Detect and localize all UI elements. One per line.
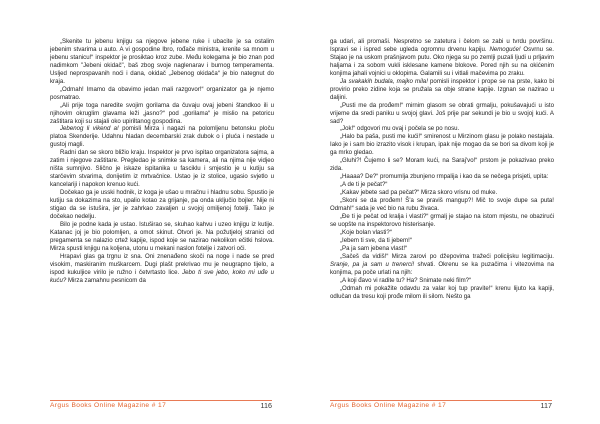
paragraph-text: Radni dan se skoro bližio kraju. Inspektor je prvo ispitao organizatora sajma, a zatim i njegove zaštitare. Pregledao je snimke sa kamera, ali na njima nije vidjeo ništa sumnjivo. Slično je iskaze ispitanika u fasciklu i smjestio je u kutiju sa starčevim stvarima, donijetim iz mrtvačnice. Ustao je iz stolice, ugasio svjetlo u kancelariji i napokon krenuo kući.: [50, 149, 274, 189]
italic-phrase: Ja svakakih budala, majko mila!: [340, 77, 428, 85]
paragraph: [330, 213, 554, 229]
italic-phrase: Jebenog li vikend a!: [60, 125, 119, 133]
paragraph: [330, 277, 554, 285]
paragraph: [330, 229, 554, 237]
paragraph: [330, 197, 554, 213]
italic-phrase: Sranje, pa ja sam u trenerci!: [330, 260, 415, 268]
paragraph: [50, 86, 274, 102]
paragraph: [330, 78, 554, 102]
paragraph-text: „A koji đavo vi radite tu? Ha? Snimate neki film?“: [340, 276, 472, 284]
paragraph-text: „Đe ti je pečat od kralja i vlasti?“ grmalj je stajao na istom mjestu, ne obazirući se uopšte na inspektorovo histerisanje.: [330, 212, 554, 228]
paragraph-text: „Pa ja sam jebena vlast!“: [340, 244, 408, 252]
paragraph-text: „Kakav jebete sad pa pečat?“ Mirza skoro vrisnu od muke.: [340, 189, 498, 197]
paragraph: [330, 157, 554, 173]
paragraph: [330, 189, 554, 197]
paragraph-text: pomisli inspektor i prope se na prste, kako bi provirio preko zidine koja se pružala sa obje strane kapije. Izgnan se nazirao u daljini.: [330, 77, 554, 101]
paragraph: [330, 181, 554, 189]
page-number: 117: [540, 401, 552, 410]
paragraph: [330, 237, 554, 245]
paragraph-text: „Halo ba paša, pusti me kući!“ smirenost u Mirzinom glasu je polako nestajala. Iako je i sam bio izrazito visok i krupan, ipak nije mogao da se bori sa divom koji je ga mrko gledao.: [330, 133, 554, 157]
italic-phrase: Nemoguće!: [489, 45, 521, 53]
paragraph-text: Bilo je podne kada je ustao. Istuširao se, skuhao kahvu i uzeo knjigu iz kutije. Katanac joj je bio polomljen, a omot skinut. Otvori je. Na požutjeloj stranici od pregamenta se nalazio crtež kapije, ispod koje se nazirao nekolikon ečitki hslova. Mirza spusti knjigu na koljena, utonu u mekani naslon fotelje i zatvori oči.: [50, 220, 274, 252]
paragraph: [330, 133, 554, 157]
paragraph-text: „Pusti me da prođem!“ mirnim glasom se obrati grmalju, pokušavajući u isto vrijeme da sredi paniku u svojoj glavi. Još prije par sekundi je bio u svojoj kući. A sad?: [330, 101, 554, 125]
paragraph: [50, 38, 274, 86]
paragraph-text: „Skenite tu jebenu knjigu sa njegove jebene ruke i ubacite je sa ostalim jebenim stvarima u auto. A vi gospodine Ibro, rođače ministra, krenite sa mnom u jebenu stanicu!“ inspektor je prosiktao kroz zube. Među kolegama je bio znan pod nadimkom "Jebeni okidač", baš zbog svoje naglenarav i burnog temperamenta. Usljed neprospavanih noći i dana, okidač „Jebenog okidača“ je bio nategnut do kraja.: [50, 38, 274, 85]
right-page: [300, 0, 600, 424]
paragraph: [330, 125, 554, 133]
left-page-text-column: [50, 38, 274, 394]
paragraph-text: Dočekao ga je usski hodnik, iz koga je ušao u mračnu i hladnu sobu. Spustio je kutiju sa dokazima na sto, upalio kotao za grijanje, pa onda uključio bojler. Nije ni stigao da se istušira, jer je zahrkao zavaljen u svojoj omiljenoj fotelji. Tako je dočekao nedelju.: [50, 189, 274, 220]
paragraph: [330, 245, 554, 253]
paragraph: [50, 221, 274, 253]
paragraph-text: „Odmah mi pokažite odavdu za valar koj tup pravite!“ krenu lijuto ka kapiji, odlučan da tresu koji prođe milom ili silom. Nešto ga: [330, 284, 554, 300]
paragraph: [50, 253, 274, 285]
paragraph-text: Osvrnu se. Stajao je na uskom prašnjavom putu. Oko njega su po zemlji puzali ljudi u prljavim haljama i za sobom vukli isklesane kamene blokove. Pored njih su na okićenim konjima jahali vojnici u oklopima. Galamili su i vitlali mačevima po zraku.: [330, 45, 554, 77]
paragraph: [50, 189, 274, 221]
right-page-text-column: [330, 38, 554, 394]
page-number: 116: [260, 401, 272, 410]
paragraph-text: „Ali prije toga naredite svojim gorilama da čuvaju ovaj jebeni štandkoo ili u njihovim okruglim glavama leži „jasno?“ pod „gorilama“ je mislio na petoricu zaštitara koji su stajali oko upiriltanog gospodina.: [50, 101, 274, 125]
paragraph: [50, 102, 274, 126]
paragraph-text: „Gluhi?! Čujemo li se? Moram kući, na Saraj'vo!“ prstom je pokazivao preko zida.: [330, 157, 554, 173]
paragraph-text: Hrapavi glas ga trgnu iz sna. Oni znenađeno skoči na noge i nade se pred visokim, maskiranim muškarcem. Dugi plašt prekrivao mu je neugrapno tijelo, a ispod kukuljice virilo je ružno i četvrtasto lice.: [50, 252, 274, 276]
magazine-name: Argus Books Online Magazine # 17: [330, 402, 447, 409]
right-page-footer: [330, 400, 552, 413]
paragraph: [50, 125, 274, 149]
paragraph: [330, 285, 554, 301]
paragraph: [330, 102, 554, 126]
italic-phrase: Jebo ti sve jebo, koko mi uđe u kuću?: [50, 268, 274, 284]
paragraph-text: „Odmah! Imamo da obavimo jedan mali razgovor!“ organizator ga je njemo posmatrao.: [50, 85, 274, 101]
paragraph-text: Mirza zamahnu pesnicom da: [66, 276, 146, 284]
paragraph-text: pomisli Mirza i nagazi na polomljenu betonsku ploču platoa Skenderije. Udahnu hladan decembarski zrak dubok o i pluća i nestade u gustoj magli.: [50, 125, 274, 149]
paragraph-text: „Iebem ti sve, da ti jebem!“: [340, 236, 412, 244]
paragraph-text: „Haaaa? De?“ promumlja zbunjeno rmpalija i kao da se nečega prisjeti, upita:: [340, 173, 549, 181]
paragraph-text: shvati. Okrenu se ka puzačima i vitezovima na konjima, pa poče urlati na njih:: [330, 260, 554, 276]
left-page-footer: [50, 400, 272, 413]
paragraph-text: ga udari, ali promaši. Nespretno se zatetura i čelom se zabi u tvrdu površinu. Ispravi se i ispred sebe ugleda ogromnu drvenu kapiju.: [330, 38, 554, 53]
paragraph-text: „Sačeš da vidiš!“ Mirza zarovi po džepovima tražeći policijsku legitimaciju.: [340, 252, 554, 260]
paragraph: [50, 149, 274, 189]
paragraph: [330, 253, 554, 277]
paragraph: [330, 38, 554, 78]
paragraph-text: „Jok!“ odgovori mu ovaj i počela se po nosu.: [340, 125, 460, 133]
paragraph-text: „Skoni se da prođem! Š'a se praviš mangup?! Mič to svoje dupe sa puta! Odmah!“ sada je već bio na rubu živaca.: [330, 197, 554, 213]
paragraph: [330, 173, 554, 181]
paragraph-text: „A de ti je pečat?“: [340, 181, 388, 189]
paragraph-text: „Koje bolan vlasti?“: [340, 228, 392, 236]
magazine-name: Argus Books Online Magazine # 17: [50, 402, 167, 409]
